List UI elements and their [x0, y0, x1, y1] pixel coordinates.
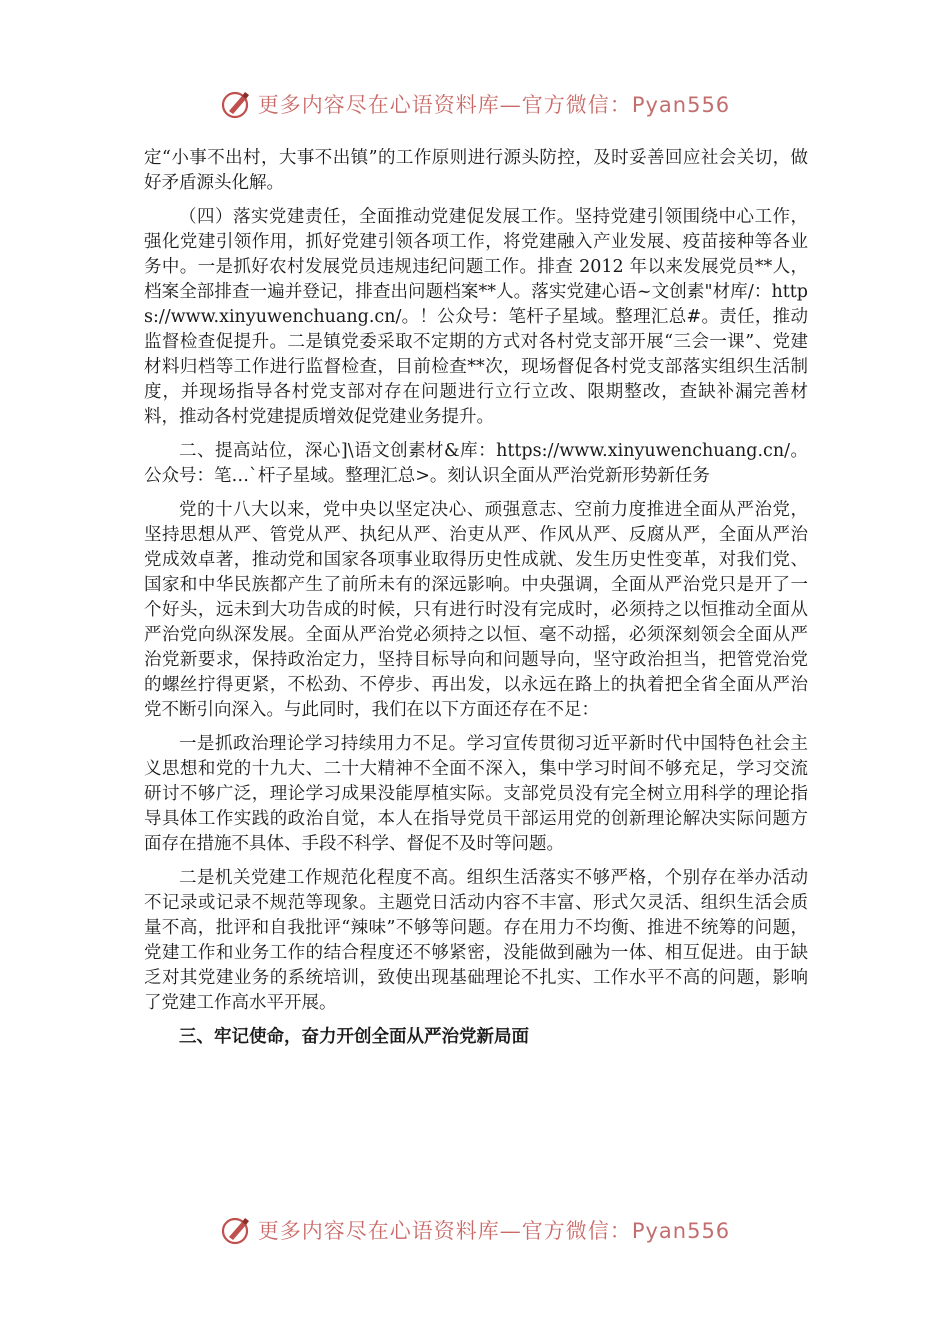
header-watermark	[0, 82, 950, 126]
paragraph: 党的十八大以来，党中央以坚定决心、顽强意志、空前力度推进全面从严治党，坚持思想从严、管党从严、执纪从严、治吏从严、作风从严、反腐从严，全面从严治党成效卓著，推动党和国家各项事业取得历史性成就、发生历史性变革，对我们党、国家和中华民族都产生了前所未有的深远影响。中央强调，全面从严治党只是开了一个好头，远未到大功告成的时候，只有进行时没有完成时，必须持之以恒推动全面从严治党向纵深发展。全面从严治党必须持之以恒、毫不动摇，必须深刻领会全面从严治党新要求，保持政治定力，坚持目标导向和问题导向，坚守政治担当，把管党治党的螺丝拧得更紧，不松劲、不停步、再出发，以永远在路上的执着把全省全面从严治党不断引向深入。与此同时，我们在以下方面还存在不足：	[144, 500, 808, 720]
footer-watermark	[0, 1208, 950, 1252]
paragraph: （四）落实党建责任，全面推动党建促发展工作。坚持党建引领围绕中心工作，强化党建引领作用，抓好党建引领各项工作，将党建融入产业发展、疫苗接种等各业务中。一是抓好农村发展党员违规违纪问题工作。排查 2012 年以来发展党员**人，档案全部排查一遍并登记，排查出问题档案**人。落实党建心语~文创素"材库/：https://www.xinyuwenchuang.cn/。！公众号：笔杆子星域。整理汇总#。责任，推动监督检查促提升。二是镇党委采取不定期的方式对各村党支部开展“三会一课”、党建材料归档等工作进行监督检查，目前检查**次，现场督促各村党支部落实组织生活制度，并现场指导各村党支部对存在问题进行立行立改、限期整改，查缺补漏完善材料，推动各村党建提质增效促党建业务提升。	[144, 207, 808, 427]
pen-logo-icon	[220, 1213, 254, 1247]
paragraph: 定“小事不出村，大事不出镇”的工作原则进行源头防控，及时妥善回应社会关切，做好矛盾源头化解。	[144, 148, 808, 193]
section-heading: 二、提高站位，深心]\语文创素材&库：https://www.xinyuwenchuang.cn/。公众号：笔…`杆子星域。整理汇总>。刻认识全面从严治党新形势新任务	[144, 441, 808, 486]
watermark-text: 更多内容尽在心语资料库—官方微信：Pyan556	[257, 93, 731, 117]
pen-logo-icon	[220, 87, 254, 121]
watermark-text: 更多内容尽在心语资料库—官方微信：Pyan556	[257, 1219, 731, 1243]
section-heading: 三、牢记使命，奋力开创全面从严治党新局面	[179, 1027, 529, 1047]
document-body	[144, 146, 808, 1059]
paragraph: 二是机关党建工作规范化程度不高。组织生活落实不够严格，个别存在举办活动不记录或记录不规范等现象。主题党日活动内容不丰富、形式欠灵活、组织生活会质量不高，批评和自我批评“辣味”不够等问题。存在用力不均衡、推进不统筹的问题，党建工作和业务工作的结合程度还不够紧密，没能做到融为一体、相互促进。由于缺乏对其党建业务的系统培训，致使出现基础理论不扎实、工作水平不高的问题，影响了党建工作高水平开展。	[144, 868, 808, 1013]
paragraph: 一是抓政治理论学习持续用力不足。学习宣传贯彻习近平新时代中国特色社会主义思想和党的十九大、二十大精神不全面不深入，集中学习时间不够充足，学习交流研讨不够广泛，理论学习成果没能厚植实际。支部党员没有完全树立用科学的理论指导具体工作实践的政治自觉，本人在指导党员干部运用党的创新理论解决实际问题方面存在措施不具体、手段不科学、督促不及时等问题。	[144, 734, 808, 854]
